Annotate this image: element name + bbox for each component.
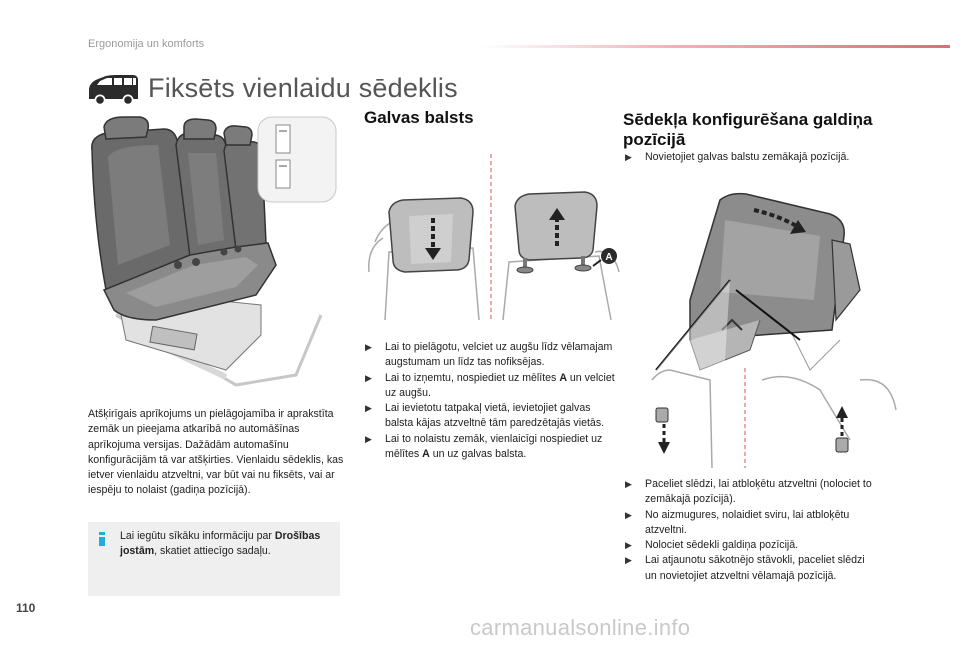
info-text-link: Drošības jostām bbox=[120, 530, 321, 558]
list-item: ▶ Paceliet slēdzi, lai atbloķētu atzveltni (nolociet to zemākajā pozīcijā). bbox=[625, 478, 872, 506]
callout-a: A bbox=[605, 252, 613, 263]
info-text-prefix: Lai iegūtu sīkāku informāciju par bbox=[120, 530, 272, 542]
table-config-steps-top bbox=[623, 150, 923, 165]
list-item: ▶ Lai ievietotu tatpakaļ vietā, ievietojiet galvas balsta kājas atzveltnē tām paredzētajās vietās. bbox=[365, 402, 605, 430]
van-icon bbox=[86, 72, 140, 108]
list-item: ▶ Lai to izņemtu, nospiediet uz mēlītes A un velciet uz augšu. bbox=[365, 371, 615, 399]
bench-seat-illustration bbox=[86, 115, 340, 395]
header-accent-bar bbox=[480, 45, 950, 48]
info-text-suffix: , skatiet attiecīgo sadaļu. bbox=[154, 545, 271, 558]
info-text bbox=[120, 529, 332, 560]
list-item: ▶ Lai to nolaistu zemāk, vienlaicīgi nospiediet uz mēlītes A un uz galvas balsta. bbox=[365, 432, 603, 461]
info-box bbox=[88, 522, 340, 596]
watermark: carmanualsonline.info bbox=[470, 615, 691, 640]
intro-paragraph: Atšķirīgais aprīkojums un pielāgojamība ir aprakstīta zemāk un pieejama atkarībā no automāšīnas aprīkojuma versijas. Dažādām automašīnu konfigurācijām tā var atšķirties. Vienlaidu sēdeklis, kas ietver vienlaidu atzveltni, var būt vai nu fiksēts, vai ar iespēju to nolaist (gadiņa pozīcijā). bbox=[88, 408, 344, 497]
list-item: ▶ Lai to pielāgotu, velciet uz augšu līdz vēlamajam augstumam un līdz tas nofiksējas. bbox=[365, 341, 613, 369]
table-config-steps-bottom bbox=[623, 477, 873, 584]
page-title: Fiksēts vienlaidu sēdeklis bbox=[148, 73, 458, 103]
list-item: ▶ Lai atjaunotu sākotnējo stāvokli, paceliet slēdzi un novietojiet atzveltni vēlamajā pozīcijā. bbox=[625, 554, 865, 582]
headrest-illustration bbox=[363, 152, 621, 322]
section-label: Ergonomija un komforts bbox=[88, 38, 205, 50]
table-config-heading: Sēdekļa konfigurēšana galdiņa pozīcijā bbox=[623, 110, 873, 149]
list-item: ▶ Nolociet sēdekli galdiņa pozīcijā. bbox=[625, 539, 799, 552]
table-position-illustration bbox=[650, 180, 900, 470]
list-item: ▶ Novietojiet galvas balstu zemākajā pozīcijā. bbox=[625, 151, 850, 163]
page-number: 110 bbox=[16, 601, 36, 615]
headrest-heading: Galvas balsts bbox=[364, 108, 474, 127]
info-icon bbox=[97, 532, 107, 546]
headrest-steps bbox=[363, 340, 619, 462]
list-item: ▶ No aizmugures, nolaidiet sviru, lai atbloķētu atzveltni. bbox=[625, 508, 850, 536]
